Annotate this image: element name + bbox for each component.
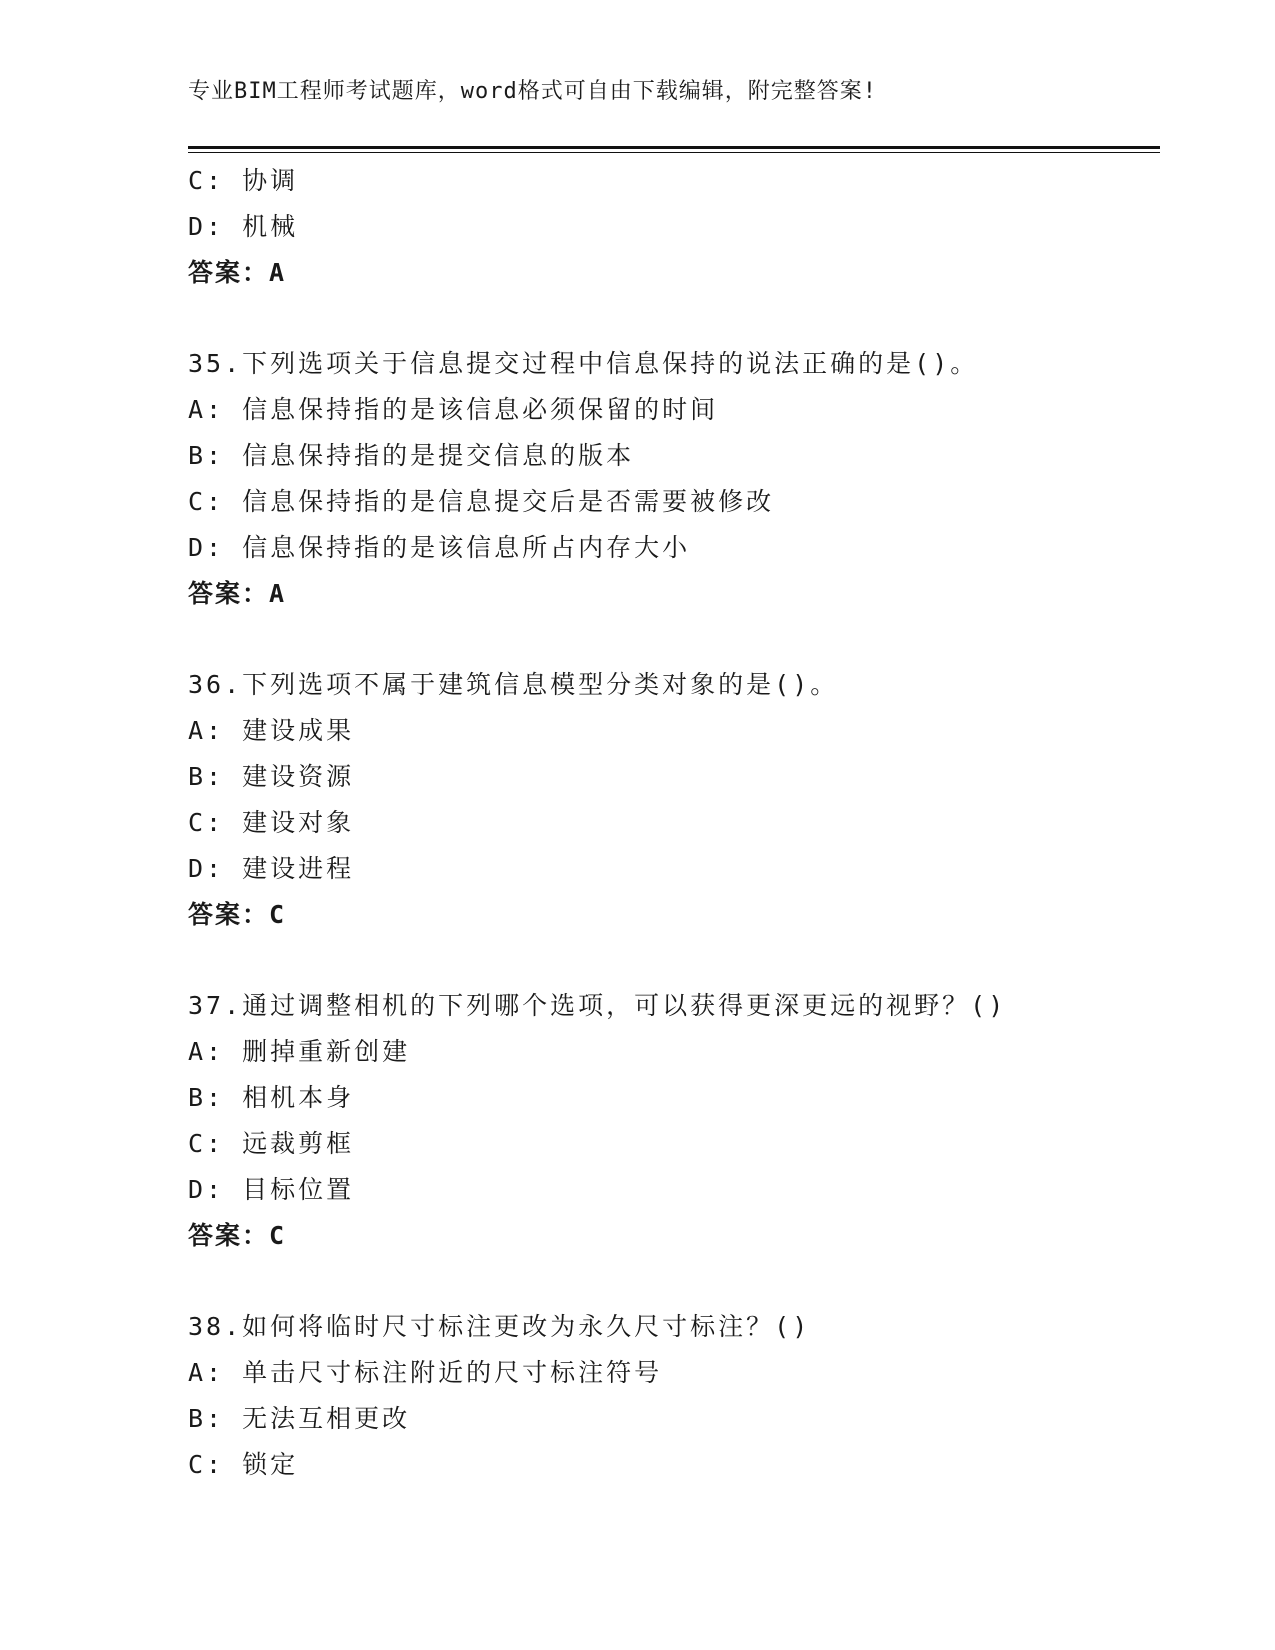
question-text: 37.通过调整相机的下列哪个选项，可以获得更深更远的视野？() [188, 991, 1007, 1020]
question-list [188, 158, 1160, 1488]
option-d: D: 机械 [188, 212, 299, 241]
option-c: C: 协调 [188, 166, 299, 195]
question-block [188, 341, 1160, 617]
option-d: D: 建设进程 [188, 854, 355, 883]
question-block [188, 158, 1160, 296]
answer-line [188, 250, 1160, 296]
answer-value: C [269, 1221, 287, 1250]
option-d: D: 信息保持指的是该信息所占内存大小 [188, 533, 691, 562]
option-a: A: 信息保持指的是该信息必须保留的时间 [188, 395, 719, 424]
question-block [188, 1304, 1160, 1488]
option-a: A: 单击尺寸标注附近的尺寸标注符号 [188, 1358, 663, 1387]
answer-label: 答案： [188, 258, 270, 287]
question-text: 38.如何将临时尺寸标注更改为永久尺寸标注？() [188, 1312, 811, 1341]
option-a: A: 删掉重新创建 [188, 1037, 411, 1066]
header-divider-thin [188, 152, 1160, 153]
answer-label: 答案： [188, 579, 270, 608]
option-b: B: 无法互相更改 [188, 1404, 411, 1433]
option-c: C: 锁定 [188, 1450, 299, 1479]
question-block [188, 983, 1160, 1259]
option-d: D: 目标位置 [188, 1175, 355, 1204]
answer-line [188, 571, 1160, 617]
answer-label: 答案： [188, 900, 270, 929]
answer-label: 答案： [188, 1221, 270, 1250]
option-b: B: 相机本身 [188, 1083, 355, 1112]
header-divider-thick [188, 146, 1160, 149]
answer-value: A [269, 579, 287, 608]
page-header: 专业BIM工程师考试题库，word格式可自由下载编辑，附完整答案! [188, 79, 877, 104]
answer-value: A [269, 258, 287, 287]
option-c: C: 远裁剪框 [188, 1129, 355, 1158]
answer-line [188, 892, 1160, 938]
option-b: B: 建设资源 [188, 762, 355, 791]
option-b: B: 信息保持指的是提交信息的版本 [188, 441, 635, 470]
option-a: A: 建设成果 [188, 716, 355, 745]
question-block [188, 662, 1160, 938]
question-text: 36.下列选项不属于建筑信息模型分类对象的是()。 [188, 670, 839, 699]
question-text: 35.下列选项关于信息提交过程中信息保持的说法正确的是()。 [188, 349, 979, 378]
option-c: C: 建设对象 [188, 808, 355, 837]
answer-value: C [269, 900, 287, 929]
option-c: C: 信息保持指的是信息提交后是否需要被修改 [188, 487, 775, 516]
answer-line [188, 1213, 1160, 1259]
